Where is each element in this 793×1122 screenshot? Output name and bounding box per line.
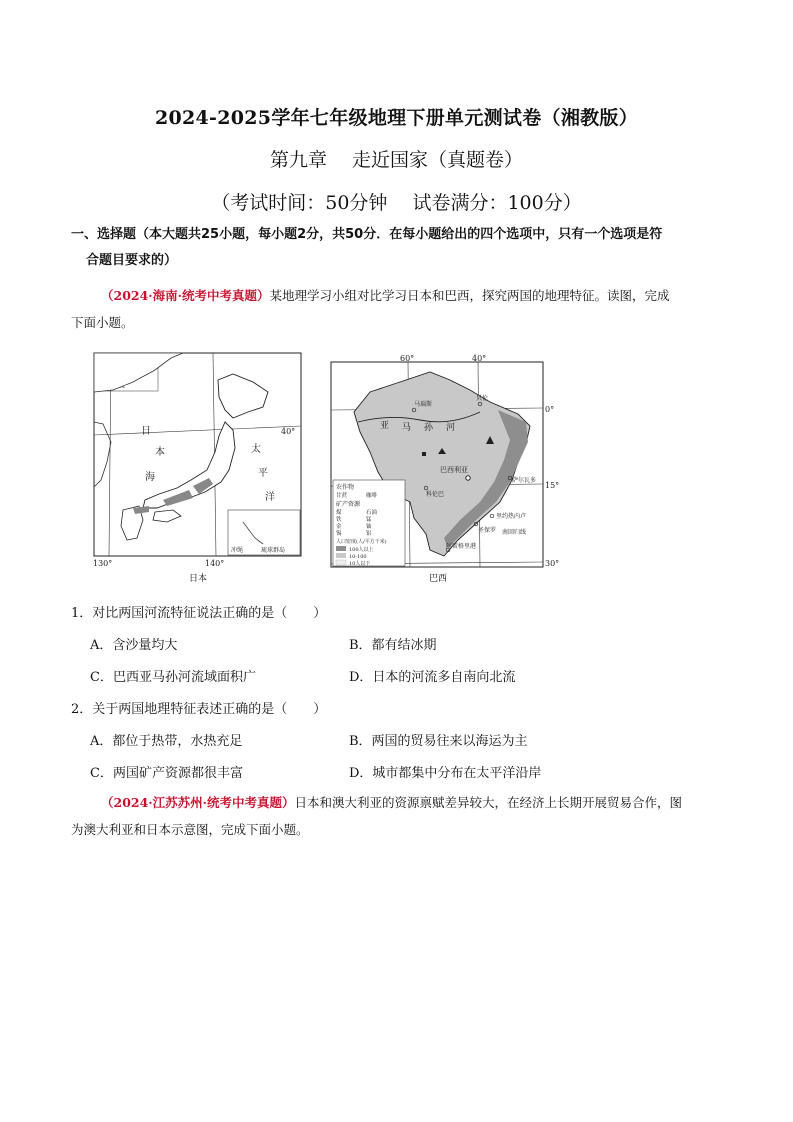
japan-map — [93, 352, 303, 570]
exam-info: （考试时间：50分钟 试卷满分：100分） — [211, 192, 582, 214]
sea-label-1: 日 — [141, 426, 151, 437]
legend-pop-high: 100人以上 — [349, 547, 374, 553]
question-1-stem: 1．对比两国河流特征说法正确的是（ ） — [71, 606, 327, 621]
lon-60-label: 60° — [400, 354, 415, 363]
lat-40-label: 40° — [281, 427, 296, 436]
city-portoalegre-label: 阿雷格里港 — [446, 543, 477, 550]
passage-1-source: （2024·海南·统考中考真题） — [101, 288, 270, 303]
brazil-map — [330, 352, 562, 570]
sea-label-3: 海 — [145, 472, 155, 483]
inset-label-1: 冲绳 — [231, 547, 244, 554]
river-label-4: 河 — [446, 423, 456, 433]
question-2-option-d[interactable]: D．城市都集中分布在太平洋沿岸 — [349, 766, 542, 781]
question-1-option-a[interactable]: A．含沙量均大 — [90, 638, 178, 653]
capital-brasilia-dot — [466, 476, 470, 480]
river-label-2: 马 — [402, 423, 412, 433]
legend-pop-low-swatch — [336, 560, 346, 565]
question-2-option-c[interactable]: C．两国矿产资源都很丰富 — [90, 766, 243, 781]
passage-1-text-2: 下面小题。 — [71, 315, 134, 330]
question-1-option-b[interactable]: B．都有结冰期 — [349, 638, 437, 653]
section-heading — [71, 222, 731, 274]
city-corumba-label: 科伦巴 — [426, 491, 445, 498]
city-manaus-label: 马瑙斯 — [414, 401, 433, 408]
brazil-map-caption: 巴西 — [428, 574, 447, 584]
ocean-label-2: 平 — [258, 468, 268, 479]
lat-15-label: 15° — [545, 481, 560, 490]
lon-140-label: 140° — [205, 559, 225, 568]
city-rio-label: 里约热内卢 — [496, 513, 527, 520]
legend-mineral-8: 铝 — [366, 531, 372, 537]
ocean-label-1: 太 — [251, 444, 261, 455]
legend-pop-mid: 10-100 — [349, 554, 367, 560]
passage-2-source: （2024·江苏苏州·统考中考真题） — [101, 795, 295, 810]
question-1-option-c[interactable]: C．巴西亚马孙河流域面积广 — [90, 670, 256, 685]
passage-2-text-2: 为澳大利亚和日本示意图，完成下面小题。 — [71, 822, 309, 837]
capital-brasilia-label: 巴西利亚 — [440, 466, 468, 474]
mineral-coal-symbol — [422, 452, 426, 456]
legend-pop-mid-swatch — [336, 553, 346, 558]
passage-1 — [71, 282, 731, 336]
city-salvador-label: 萨尔瓦多 — [512, 477, 537, 484]
lon-40-label: 40° — [472, 354, 487, 363]
section-line-2: 合题目要求的） — [86, 253, 178, 268]
legend-mineral-6: 铀 — [366, 524, 372, 530]
legend-mineral-1: 煤 — [336, 510, 342, 516]
legend-crop-2: 咖啡 — [366, 493, 378, 499]
city-belem-label: 贝伦 — [476, 395, 489, 402]
legend-crop-1: 甘蔗 — [336, 493, 348, 499]
city-saopaulo-label: 圣保罗 — [478, 527, 497, 534]
legend-mineral-4: 锰 — [366, 517, 372, 523]
chapter-title: 第九章 走近国家（真题卷） — [269, 149, 524, 171]
sea-label-2: 本 — [155, 447, 165, 458]
section-line-1: 一、选择题（本大题共25小题，每小题2分，共50分．在每小题给出的四个选项中，只有一个选项是符 — [71, 227, 663, 242]
page-title: 2024-2025学年七年级地理下册单元测试卷（湘教版） — [154, 107, 639, 129]
legend-mineral-2: 石油 — [366, 510, 378, 516]
legend-population-title: 人口密度(人/平方千米) — [336, 539, 387, 545]
legend-pop-high-swatch — [336, 546, 346, 551]
question-2-option-b[interactable]: B．两国的贸易往来以海运为主 — [349, 734, 528, 749]
lat-0-label: 0° — [545, 405, 555, 414]
inset-label-2: 琉球群岛 — [261, 547, 286, 554]
question-2-stem: 2．关于两国地理特征表述正确的是（ ） — [71, 702, 327, 717]
river-label-1: 亚 — [380, 421, 390, 431]
river-label-3: 孙 — [424, 423, 434, 433]
legend-mineral-7: 锡 — [336, 531, 342, 537]
tropic-label: 南回归线 — [502, 529, 527, 536]
legend-minerals-title: 矿产资源 — [336, 501, 361, 508]
legend-crops-title: 农作物 — [336, 484, 355, 491]
lat-30-label: 30° — [545, 559, 560, 568]
passage-2-text-1: 日本和澳大利亚的资源禀赋差异较大，在经济上长期开展贸易合作，图 — [294, 795, 683, 810]
japan-map-caption: 日本 — [188, 574, 207, 584]
passage-1-text-1: 某地理学习小组对比学习日本和巴西，探究两国的地理特征。读图，完成 — [269, 288, 670, 303]
ocean-label-3: 洋 — [265, 492, 275, 503]
legend-mineral-3: 铁 — [336, 517, 342, 523]
lon-130-label: 130° — [93, 559, 113, 568]
passage-2 — [71, 789, 731, 843]
question-1-option-d[interactable]: D．日本的河流多自南向北流 — [349, 670, 516, 685]
legend-mineral-5: 金 — [336, 524, 342, 530]
question-2-option-a[interactable]: A．都位于热带，水热充足 — [90, 734, 243, 749]
legend-pop-low: 10人以下 — [349, 561, 371, 567]
